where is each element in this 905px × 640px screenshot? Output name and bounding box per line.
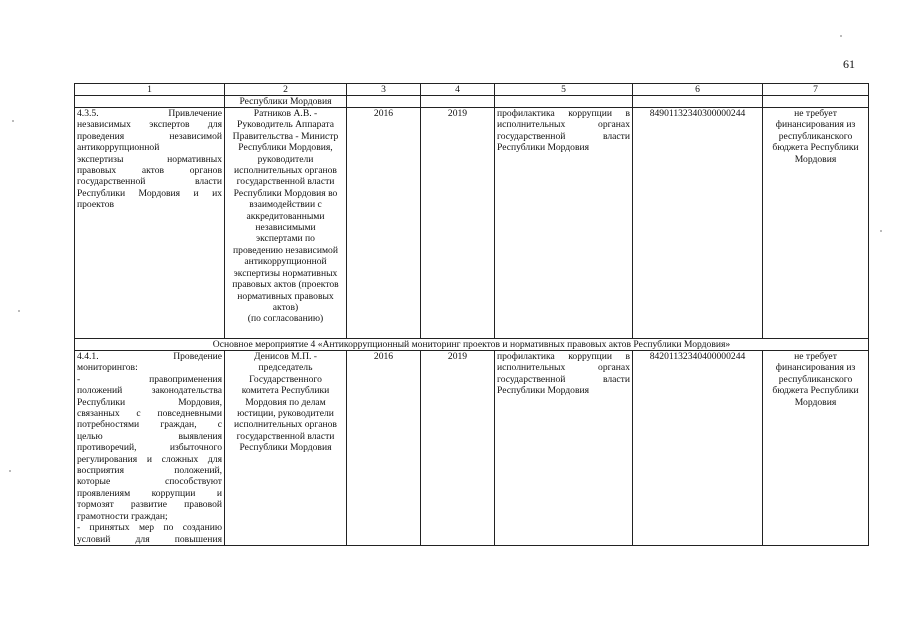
continuation-text: Республики Мордовия — [225, 96, 347, 108]
funding-cell — [763, 351, 869, 546]
header-col-1: 1 — [75, 84, 225, 96]
table-row — [75, 108, 869, 339]
cell-line: восприятия положений, — [77, 465, 222, 477]
cell-line: 4.3.5. Привлечение — [77, 108, 222, 119]
cell-line: не требует — [794, 108, 837, 119]
cell-line: Мордовия по делам — [245, 396, 326, 408]
cell-line: исполнительных органов — [234, 165, 337, 177]
cell-line: независимых экспертов для — [77, 119, 222, 131]
cell-line: проявлениям коррупции и — [77, 487, 222, 499]
cell-line: антикоррупционной — [77, 142, 160, 154]
cell-line: государственной власти — [236, 176, 335, 188]
scan-speck — [840, 35, 842, 37]
cell-line: независимыми — [255, 222, 316, 234]
measure-cell — [75, 351, 225, 546]
cell-line: (по согласованию) — [247, 313, 324, 325]
measures-table — [74, 83, 869, 546]
header-col-3: 3 — [347, 84, 421, 96]
start-year-cell: 2016 — [347, 351, 421, 546]
header-col-7: 7 — [763, 84, 869, 96]
cell-line: Мордовия — [794, 396, 837, 408]
cell-line: руководители — [257, 153, 314, 165]
cell-line: аккредитованными — [246, 210, 325, 222]
cell-line: положений законодательства — [77, 385, 222, 397]
cell-line: республиканского — [778, 373, 853, 385]
header-row — [75, 84, 869, 96]
cell-line: взаимодействии с — [249, 199, 322, 211]
cell-line: проведения независимой — [77, 130, 222, 142]
cell-line: антикоррупционной — [244, 256, 327, 268]
cell-line: Ратников А.В. - — [253, 108, 318, 119]
cell-line: которые способствуют — [77, 476, 222, 488]
cell-line: проведению независимой — [233, 244, 338, 256]
funding-cell — [763, 108, 869, 339]
budget-code-cell: 84901132340300000244 — [633, 108, 763, 339]
header-col-2: 2 — [225, 84, 347, 96]
cell-line: исполнительных органах — [497, 362, 630, 374]
cell-line: исполнительных органов — [234, 419, 337, 431]
cell-line: экспертизы нормативных — [77, 153, 222, 165]
cell-line: 4.4.1. Проведение — [77, 351, 222, 362]
table-row — [75, 351, 869, 546]
scan-speck — [18, 310, 20, 312]
cell-line: государственной власти — [497, 373, 630, 385]
header-col-4: 4 — [421, 84, 495, 96]
cell-line: не требует — [794, 351, 837, 362]
cell-line: исполнительных органах — [497, 119, 630, 131]
responsible-cell — [225, 108, 347, 339]
cell-line: бюджета Республики — [772, 142, 859, 154]
scan-speck — [9, 470, 11, 472]
cell-line: финансирования из — [775, 119, 856, 131]
cell-line: мониторингов: — [77, 362, 138, 374]
section-row — [75, 339, 869, 351]
cell-line: целью выявления — [77, 430, 222, 442]
header-col-6: 6 — [633, 84, 763, 96]
scan-speck — [12, 120, 14, 122]
cell-line: государственной власти — [236, 430, 335, 442]
cell-line: Государственного — [249, 373, 322, 385]
cell-line: Республики Мордовия во — [233, 187, 338, 199]
cell-line: связанных с повседневными — [77, 408, 222, 420]
scan-speck — [880, 230, 882, 232]
cell-line: председатель — [258, 362, 313, 374]
cell-line: бюджета Республики — [772, 385, 859, 397]
cell-line: профилактика коррупции в — [497, 351, 630, 362]
cell-line: проектов — [77, 199, 115, 211]
cell-line: нормативных правовых — [237, 290, 334, 302]
cell-line: Республики Мордовия, — [238, 142, 333, 154]
cell-line: Мордовия — [794, 153, 837, 165]
cell-line: регулирования и сложных для — [77, 453, 222, 465]
cell-line: тормозят развитие правовой — [77, 499, 222, 511]
header-col-5: 5 — [495, 84, 633, 96]
cell-line: комитета Республики — [241, 385, 330, 397]
continuation-row — [75, 96, 869, 108]
cell-line: правовых актов органов — [77, 165, 222, 177]
cell-line: - правоприменения — [77, 373, 222, 385]
budget-code-cell: 84201132340400000244 — [633, 351, 763, 546]
cell-line: противоречий, избыточного — [77, 442, 222, 454]
section-title: Основное мероприятие 4 «Антикоррупционный мониторинг проектов и нормативных правовых актов Республики Мордовия» — [75, 339, 869, 351]
cell-line: потребностями граждан, с — [77, 419, 222, 431]
page-number: 61 — [843, 57, 855, 71]
cell-line: республиканского — [778, 130, 853, 142]
measure-cell — [75, 108, 225, 339]
result-cell — [495, 351, 633, 546]
cell-line: Республики Мордовия — [239, 442, 332, 454]
cell-line: государственной власти — [497, 130, 630, 142]
end-year-cell: 2019 — [421, 108, 495, 339]
cell-line: условий для повышения — [77, 533, 222, 545]
cell-line: - принятых мер по созданию — [77, 522, 222, 534]
cell-line: грамотности граждан; — [77, 510, 168, 522]
cell-line: Правительства - Министр — [232, 130, 339, 142]
cell-line: Республики Мордовия — [497, 142, 590, 154]
cell-line: Республики Мордовия — [497, 385, 590, 397]
cell-line: юстиции, руководители — [237, 408, 334, 420]
cell-line: Республики Мордовия и их — [77, 187, 222, 199]
cell-line: актов) — [272, 301, 299, 313]
cell-line: Руководитель Аппарата — [237, 119, 334, 131]
end-year-cell: 2019 — [421, 351, 495, 546]
cell-line: экспертизы нормативных — [233, 267, 338, 279]
cell-line: финансирования из — [775, 362, 856, 374]
cell-line: экспертами по — [256, 233, 315, 245]
cell-line: государственной власти — [77, 176, 222, 188]
cell-line: профилактика коррупции в — [497, 108, 630, 119]
cell-line: Денисов М.П. - — [253, 351, 318, 362]
cell-line: Республики Мордовия, — [77, 396, 222, 408]
start-year-cell: 2016 — [347, 108, 421, 339]
responsible-cell — [225, 351, 347, 546]
cell-line: правовых актов (проектов — [232, 279, 339, 291]
result-cell — [495, 108, 633, 339]
